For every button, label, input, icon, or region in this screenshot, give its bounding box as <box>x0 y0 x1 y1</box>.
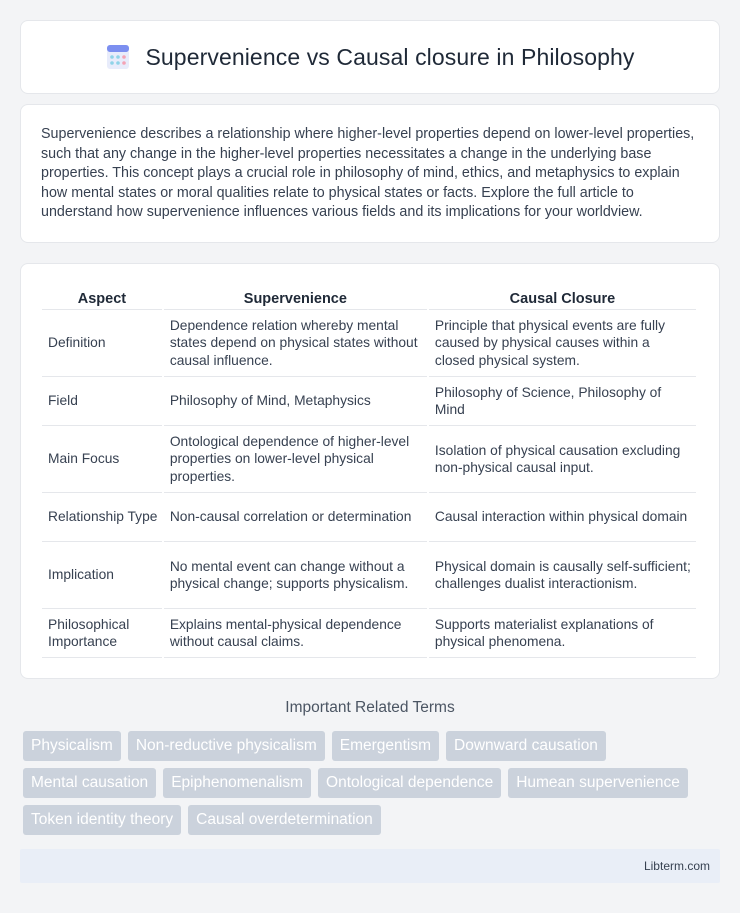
table-cell-causal-closure: Physical domain is causally self-sufficient; challenges dualist interactionism. <box>429 542 696 609</box>
tag-causal-overdetermination[interactable]: Causal overdetermination <box>188 805 381 835</box>
footer-site-link[interactable]: Libterm.com <box>643 859 710 873</box>
table-cell-causal-closure: Supports materialist explanations of physical phenomena. <box>429 609 696 658</box>
table-cell-aspect: Main Focus <box>42 426 162 493</box>
table-row <box>42 542 696 609</box>
table-cell-aspect: Definition <box>42 310 162 377</box>
tag-downward-causation[interactable]: Downward causation <box>446 731 606 761</box>
intro-text: Supervenience describes a relationship where higher-level properties depend on lower-level properties, such that any change in the higher-level properties necessitates a change in the underlying base properties. This concept plays a crucial role in philosophy of mind, ethics, and metaphysics to explain how mental states or moral qualities relate to physical states or facts. Explore the full article to understand how supervenience influences various fields and its implications for your worldview. <box>41 126 695 220</box>
table-row <box>42 426 696 493</box>
table-row <box>42 609 696 658</box>
table-cell-supervenience: Ontological dependence of higher-level properties on lower-level physical properties. <box>164 426 427 493</box>
tag-ontological-dependence[interactable]: Ontological dependence <box>318 768 501 798</box>
footer <box>20 849 720 883</box>
calculator-icon <box>105 44 131 70</box>
table-header-row <box>42 284 696 310</box>
header-aspect: Aspect <box>42 284 162 310</box>
table-cell-supervenience: Philosophy of Mind, Metaphysics <box>164 377 427 426</box>
tag-physicalism[interactable]: Physicalism <box>23 731 121 761</box>
tag-token-identity-theory[interactable]: Token identity theory <box>23 805 181 835</box>
tag-epiphenomenalism[interactable]: Epiphenomenalism <box>163 768 311 798</box>
table-cell-causal-closure: Causal interaction within physical domain <box>429 493 696 542</box>
table-cell-supervenience: Dependence relation whereby mental states depend on physical states without causal influence. <box>164 310 427 377</box>
tag-emergentism[interactable]: Emergentism <box>332 731 439 761</box>
related-terms <box>23 731 723 842</box>
comparison-table-card <box>20 263 720 679</box>
tag-row <box>23 768 723 798</box>
table-cell-supervenience: No mental event can change without a physical change; supports physicalism. <box>164 542 427 609</box>
tag-non-reductive-physicalism[interactable]: Non-reductive physicalism <box>128 731 325 761</box>
comparison-table <box>40 284 698 658</box>
related-terms-title: Important Related Terms <box>285 699 455 716</box>
table-cell-causal-closure: Principle that physical events are fully caused by physical causes within a closed physical system. <box>429 310 696 377</box>
table-cell-causal-closure: Philosophy of Science, Philosophy of Mind <box>429 377 696 426</box>
tag-row <box>23 805 723 835</box>
table-row <box>42 493 696 542</box>
tag-row <box>23 731 723 761</box>
intro-card <box>20 104 720 243</box>
table-cell-aspect: Relationship Type <box>42 493 162 542</box>
table-cell-aspect: Philosophical Importance <box>42 609 162 658</box>
table-cell-aspect: Implication <box>42 542 162 609</box>
table-cell-supervenience: Explains mental-physical dependence without causal claims. <box>164 609 427 658</box>
header-card <box>20 20 720 94</box>
table-cell-aspect: Field <box>42 377 162 426</box>
page-title: Supervenience vs Causal closure in Philosophy <box>145 43 635 70</box>
tag-mental-causation[interactable]: Mental causation <box>23 768 156 798</box>
header-causal-closure: Causal Closure <box>429 284 696 310</box>
header-supervenience: Supervenience <box>164 284 427 310</box>
table-row <box>42 377 696 426</box>
table-cell-causal-closure: Isolation of physical causation excluding non-physical causal input. <box>429 426 696 493</box>
table-cell-supervenience: Non-causal correlation or determination <box>164 493 427 542</box>
header <box>105 44 634 71</box>
tag-humean-supervenience[interactable]: Humean supervenience <box>508 768 688 798</box>
table-row <box>42 310 696 377</box>
